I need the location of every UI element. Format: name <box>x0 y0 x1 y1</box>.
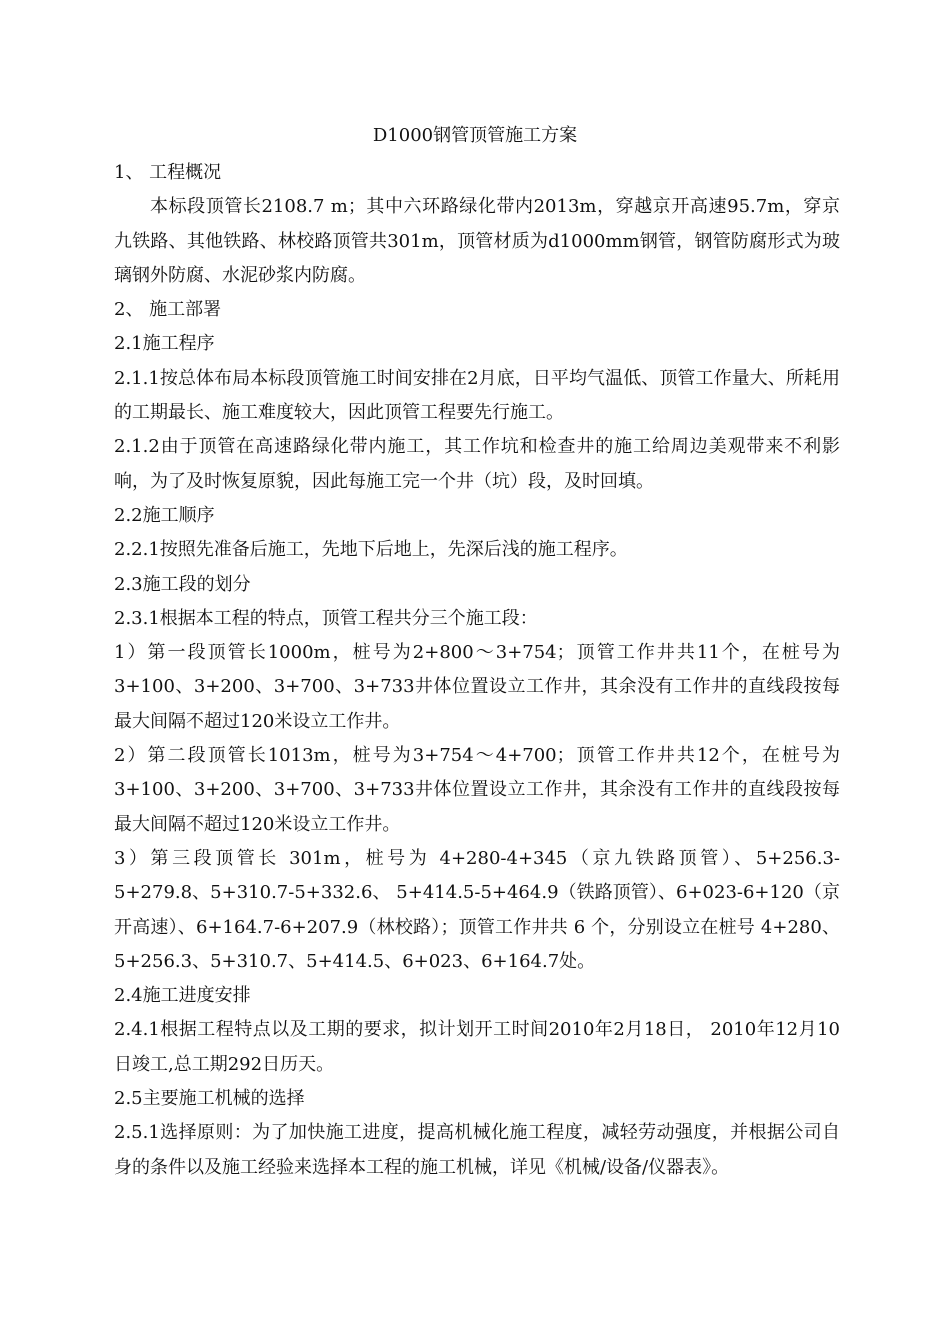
subsection-heading-machinery: 2.5主要施工机械的选择 <box>114 1088 305 1110</box>
division-item-3: 3）第三段顶管长 301m，桩号为 4+280-4+345（京九铁路顶管）、5+256.3-5+279.8、5+310.7-5+332.6、 5+414.5-5+464.9（铁路顶管）、6+023-6+120（京开高速）、6+164.7-6+207.9（林校路）；顶管工作井共 6 个，分别设立在桩号 4+280、5+256.3、5+310.7、5+414.5、6+023、6+164.7处。 <box>114 847 840 972</box>
document-body <box>114 156 840 1185</box>
section-heading-overview: 1、 工程概况 <box>114 162 222 183</box>
subsection-heading-schedule: 2.4施工进度安排 <box>114 985 251 1007</box>
division-item-2: 2）第二段顶管长1013m，桩号为3+754～4+700；顶管工作井共12个，在桩号为3+100、3+200、3+700、3+733井体位置设立工作井，其余没有工作井的直线段按每最大间隔不超过120米设立工作井。 <box>114 745 840 835</box>
subsection-heading-division: 2.3施工段的划分 <box>114 573 251 595</box>
machinery-paragraph: 2.5.1选择原则：为了加快施工进度，提高机械化施工程度，减轻劳动强度，并根据公司自身的条件以及施工经验来选择本工程的施工机械，详见《机械/设备/仪器表》。 <box>114 1122 840 1178</box>
schedule-paragraph: 2.4.1根据工程特点以及工期的要求，拟计划开工时间2010年2月18日， 2010年12月10日竣工,总工期292日历天。 <box>114 1019 840 1075</box>
procedure-paragraph-1: 2.1.1按总体布局本标段顶管施工时间安排在2月底，日平均气温低、顶管工作量大、所耗用的工期最长、施工难度较大，因此顶管工程要先行施工。 <box>114 367 840 424</box>
section-heading-deployment: 2、 施工部署 <box>114 299 222 321</box>
sequence-paragraph: 2.2.1按照先准备后施工，先地下后地上，先深后浅的施工程序。 <box>114 539 628 561</box>
document-title: D1000钢管顶管施工方案 <box>372 125 578 146</box>
division-item-1: 1）第一段顶管长1000m，桩号为2+800～3+754；顶管工作井共11个，在桩号为3+100、3+200、3+700、3+733井体位置设立工作井，其余没有工作井的直线段按每最大间隔不超过120米设立工作井。 <box>114 642 840 732</box>
subsection-heading-procedure: 2.1施工程序 <box>114 333 215 355</box>
overview-paragraph: 本标段顶管长2108.7 m；其中六环路绿化带内2013m，穿越京开高速95.7m，穿京九铁路、其他铁路、林校路顶管共301m，顶管材质为d1000mm钢管，钢管防腐形式为玻璃钢外防腐、水泥砂浆内防腐。 <box>114 196 840 286</box>
procedure-paragraph-2: 2.1.2由于顶管在高速路绿化带内施工，其工作坑和检查井的施工给周边美观带来不利影响，为了及时恢复原貌，因此每施工完一个井（坑）段，及时回填。 <box>114 436 840 492</box>
subsection-heading-sequence: 2.2施工顺序 <box>114 504 215 526</box>
division-intro-paragraph: 2.3.1根据本工程的特点，顶管工程共分三个施工段： <box>114 607 538 629</box>
